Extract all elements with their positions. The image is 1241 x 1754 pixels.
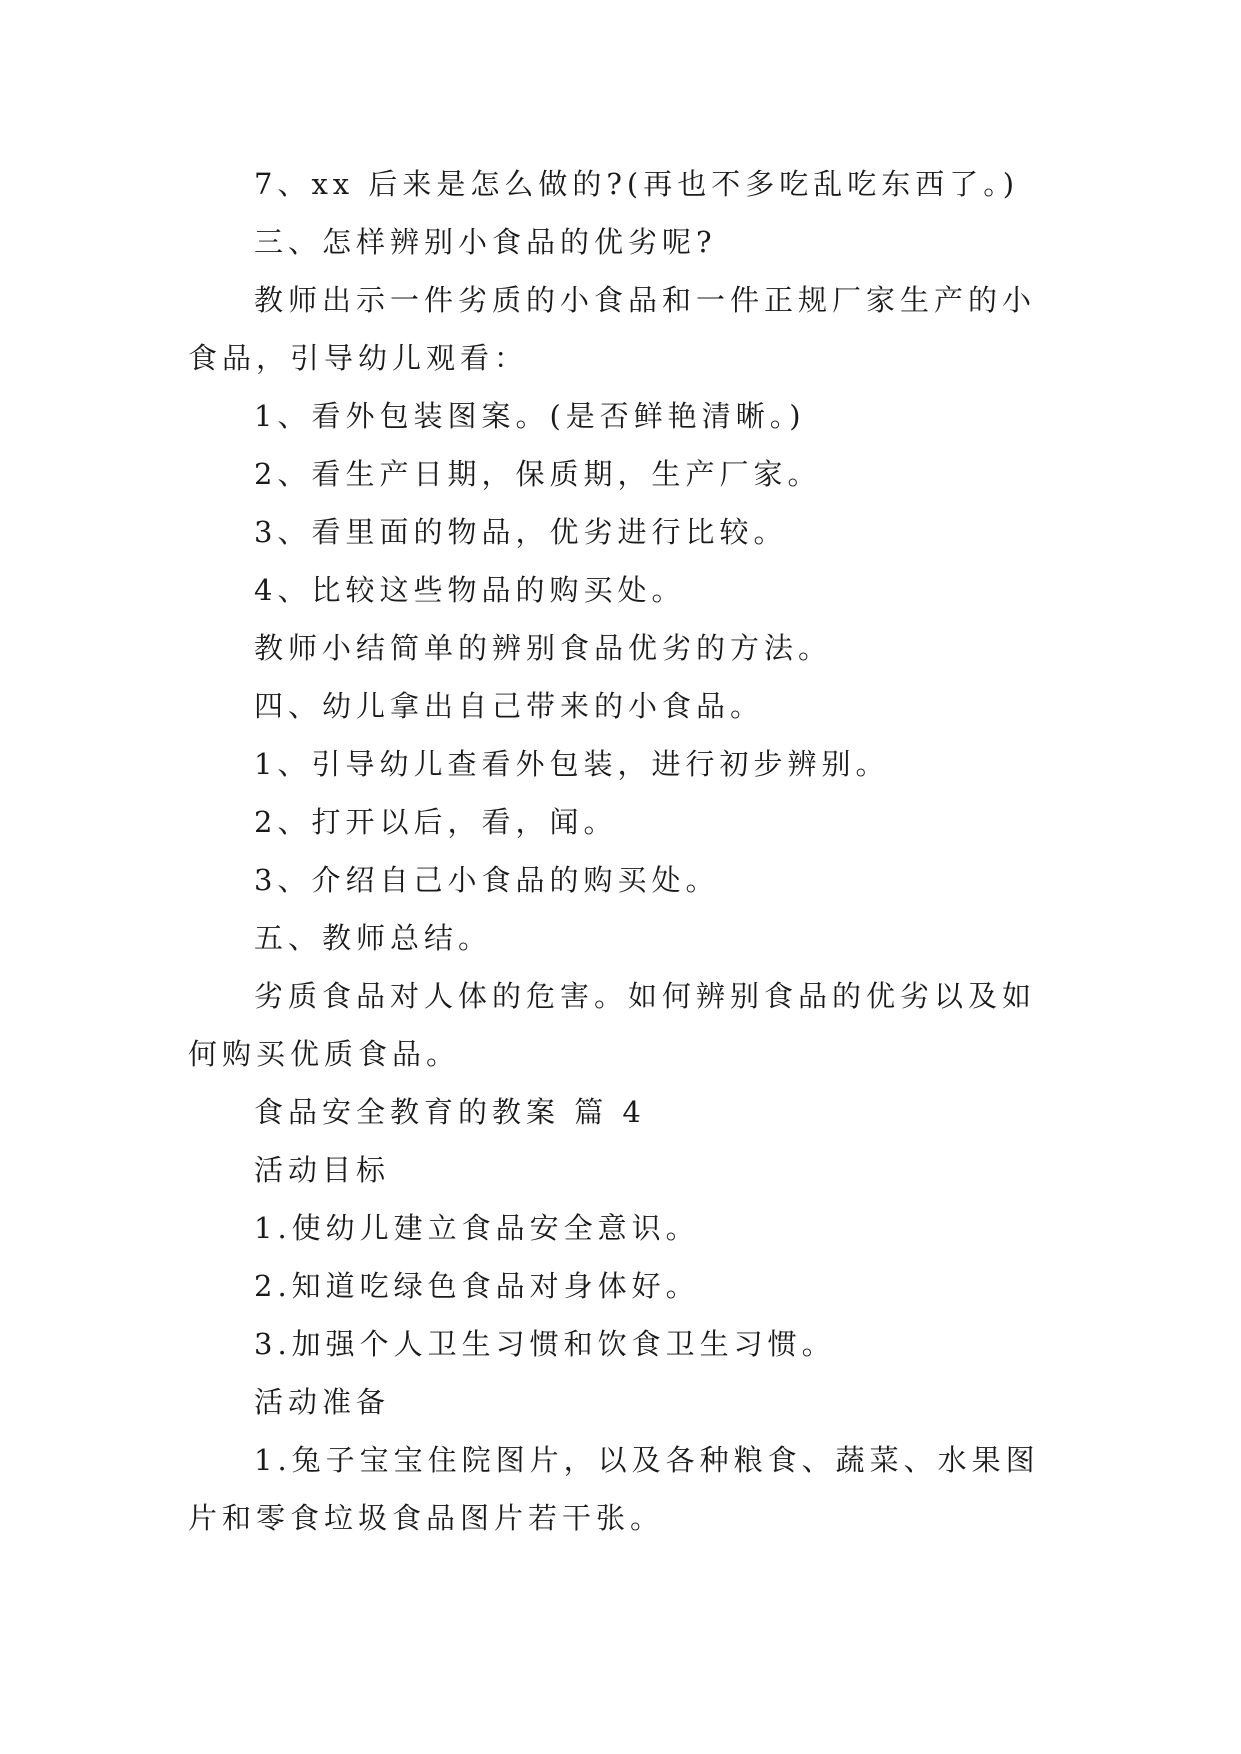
list-item: 1.使幼儿建立食品安全意识。 bbox=[254, 1211, 700, 1245]
section-heading: 活动准备 bbox=[254, 1385, 391, 1419]
list-item: 3、介绍自己小食品的购买处。 bbox=[254, 863, 720, 897]
paragraph: 教师出示一件劣质的小食品和一件正规厂家生产的小食品，引导幼儿观看： bbox=[188, 283, 1037, 375]
list-item: 1.兔子宝宝住院图片，以及各种粮食、蔬菜、水果图片和零食垃圾食品图片若干张。 bbox=[188, 1443, 1040, 1535]
paragraph: 教师小结简单的辨别食品优劣的方法。 bbox=[254, 631, 833, 665]
list-item: 2、看生产日期，保质期，生产厂家。 bbox=[254, 457, 822, 491]
list-item: 1、引导幼儿查看外包装，进行初步辨别。 bbox=[254, 747, 890, 781]
section-heading: 四、幼儿拿出自己带来的小食品。 bbox=[254, 689, 765, 723]
section-heading: 三、怎样辨别小食品的优劣呢? bbox=[254, 225, 717, 259]
list-item: 2.知道吃绿色食品对身体好。 bbox=[254, 1269, 700, 1303]
document-title: 食品安全教育的教案 篇 4 bbox=[254, 1095, 646, 1129]
list-item: 1、看外包装图案。(是否鲜艳清晰。) bbox=[254, 399, 806, 433]
paragraph: 劣质食品对人体的危害。如何辨别食品的优劣以及如何购买优质食品。 bbox=[188, 979, 1037, 1071]
list-item: 3.加强个人卫生习惯和饮食卫生习惯。 bbox=[254, 1327, 836, 1361]
section-heading: 活动目标 bbox=[254, 1153, 391, 1187]
list-item: 4、比较这些物品的购买处。 bbox=[254, 573, 686, 607]
paragraph: 7、xx 后来是怎么做的?(再也不多吃乱吃东西了。) bbox=[254, 167, 1020, 201]
list-item: 2、打开以后，看，闻。 bbox=[254, 805, 618, 839]
section-heading: 五、教师总结。 bbox=[254, 921, 493, 955]
list-item: 3、看里面的物品，优劣进行比较。 bbox=[254, 515, 788, 549]
document-body bbox=[188, 155, 1058, 1547]
